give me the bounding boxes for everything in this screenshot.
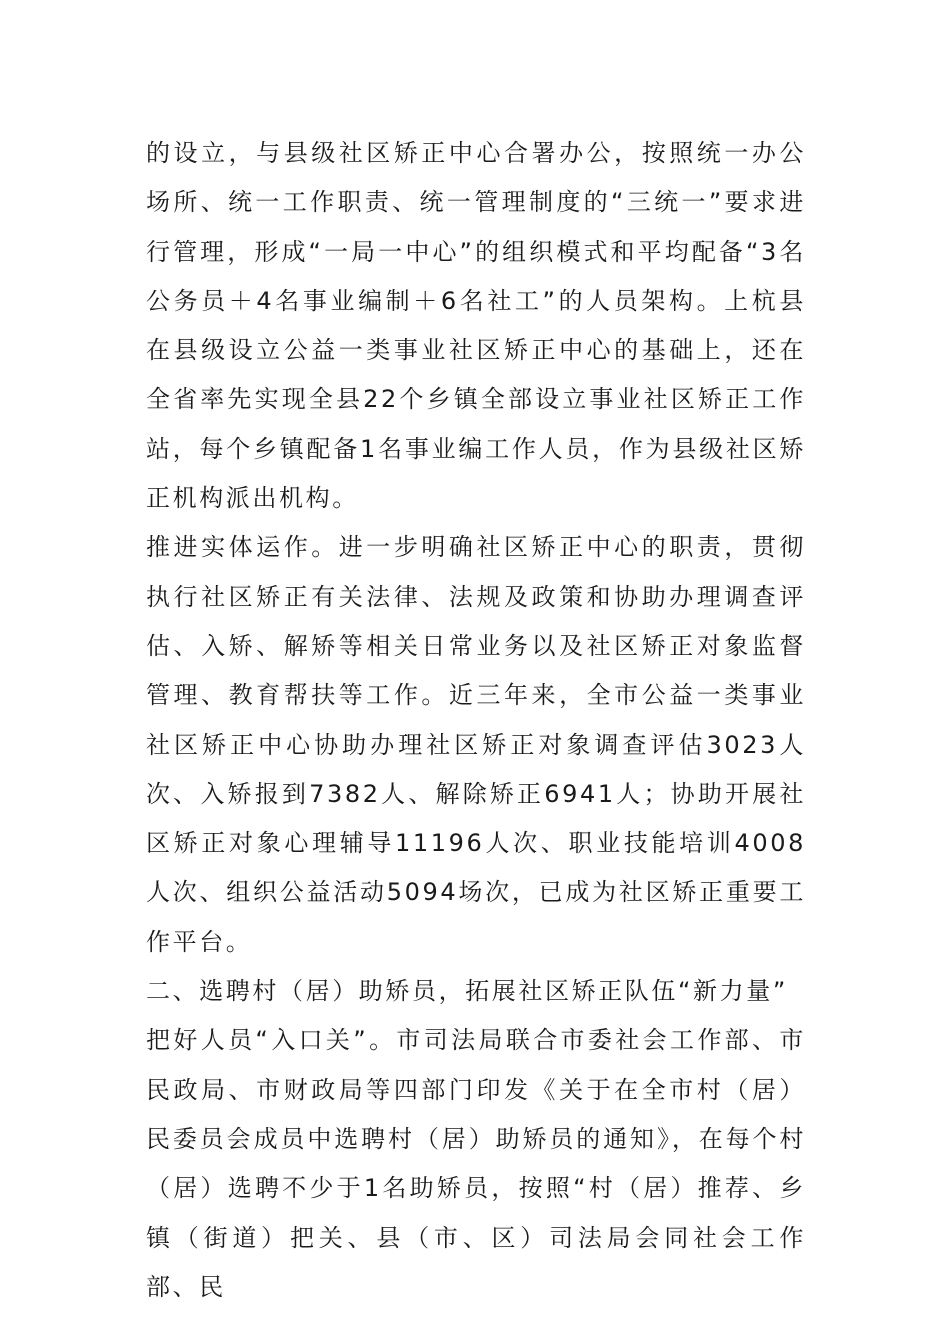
paragraph-recruitment: 把好人员“入口关”。市司法局联合市委社会工作部、市民政局、市财政局等四部门印发《关于在全市村（居）民委员会成员中选聘村（居）助矫员的通知》，在每个村（居）选聘不少于1名助矫员，按照“村（居）推荐、乡镇（街道）把关、县（市、区）司法局会同社会工作部、民 [146,1026,806,1301]
paragraph-operation: 推进实体运作。进一步明确社区矫正中心的职责，贯彻执行社区矫正有关法律、法规及政策和协助办理调查评估、入矫、解矫等相关日常业务以及社区矫正对象监督管理、教育帮扶等工作。近三年来，全市公益一类事业社区矫正中心协助办理社区矫正对象调查评估3023人次、入矫报到7382人、解除矫正6941人；协助开展社区矫正对象心理辅导11196人次、职业技能培训4008人次、组织公益活动5094场次，已成为社区矫正重要工作平台。 [146,533,806,956]
section-heading: 二、选聘村（居）助矫员，拓展社区矫正队伍“新力量” [146,977,788,1006]
document-body [146,129,806,1312]
paragraph-organization: 的设立，与县级社区矫正中心合署办公，按照统一办公场所、统一工作职责、统一管理制度的“三统一”要求进行管理，形成“一局一中心”的组织模式和平均配备“3名公务员＋4名事业编制＋6名社工”的人员架构。上杭县在县级设立公益一类事业社区矫正中心的基础上，还在全省率先实现全县22个乡镇全部设立事业社区矫正工作站，每个乡镇配备1名事业编工作人员，作为县级社区矫正机构派出机构。 [146,139,806,513]
